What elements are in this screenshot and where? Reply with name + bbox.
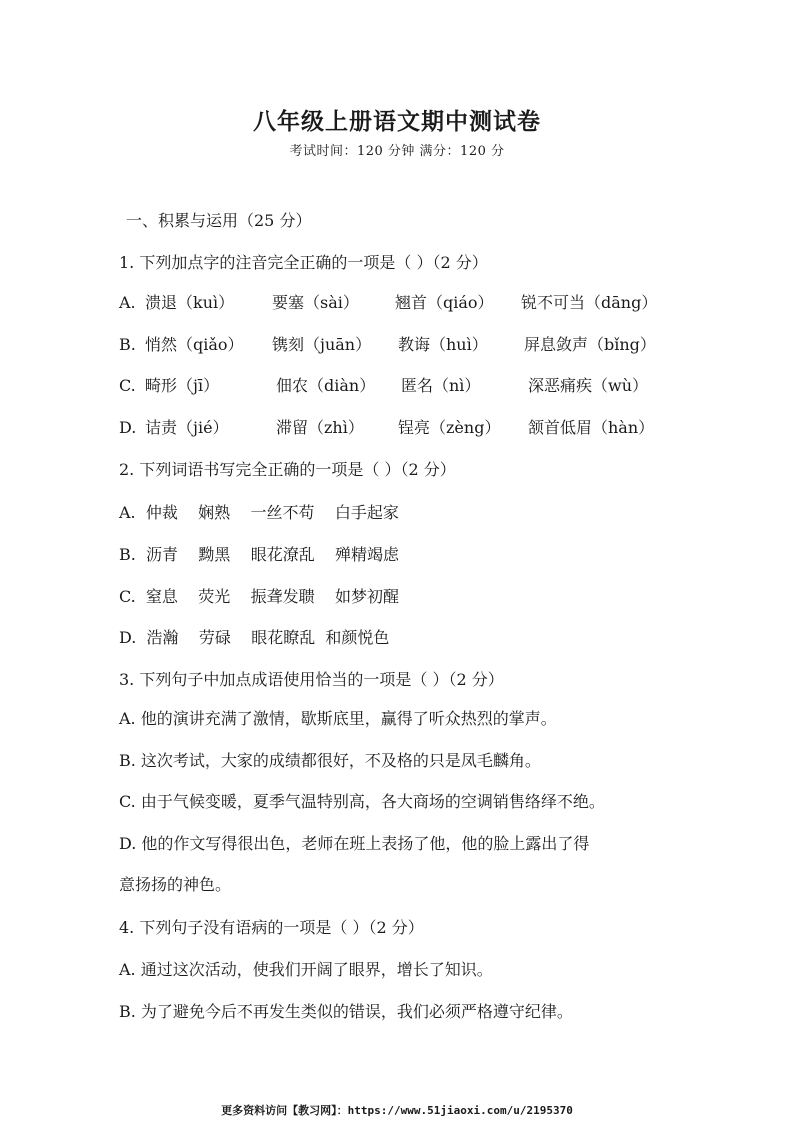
option-item: 教诲（huì） <box>398 335 488 354</box>
option-item: 溃退（kuì） <box>145 293 235 312</box>
option-letter: B. <box>119 335 136 354</box>
question-4-option-b: B. 为了避免今后不再发生类似的错误，我们必须严格遵守纪律。 <box>119 1002 573 1021</box>
question-3-option-c: C. 由于气候变暖，夏季气温特别高，各大商场的空调销售络绎不绝。 <box>119 792 605 811</box>
question-2-option-c: C. 窒息 荧光 振聋发聩 如梦初醒 <box>119 587 399 606</box>
option-letter: C. <box>119 376 136 395</box>
question-3-option-d: D. 他的作文写得很出色，老师在班上表扬了他，他的脸上露出了得 <box>119 834 590 853</box>
question-1-stem: 1. 下列加点字的注音完全正确的一项是（ ）（2 分） <box>119 253 488 272</box>
question-4-option-a: A. 通过这次活动，使我们开阔了眼界，增长了知识。 <box>119 960 493 979</box>
question-4-stem: 4. 下列句子没有语病的一项是（ ）（2 分） <box>119 918 424 937</box>
section-heading: 一、积累与运用（25 分） <box>126 211 312 230</box>
option-item: 锐不可当（dāng） <box>521 293 658 312</box>
option-item: 要塞（sài） <box>272 293 359 312</box>
option-letter: A. <box>119 293 136 312</box>
question-2-option-a: A. 仲裁 娴熟 一丝不苟 白手起家 <box>119 503 399 522</box>
option-item: 镌刻（juān） <box>272 335 372 354</box>
option-item: 颔首低眉（hàn） <box>528 418 655 437</box>
option-item: 诘责（jié） <box>145 418 229 437</box>
question-3-option-a: A. 他的演讲充满了激情，歇斯底里，赢得了听众热烈的掌声。 <box>119 709 557 728</box>
question-2-stem: 2. 下列词语书写完全正确的一项是（ ）（2 分） <box>119 460 456 479</box>
option-item: 翘首（qiáo） <box>395 293 494 312</box>
page-title: 八年级上册语文期中测试卷 <box>253 108 541 135</box>
question-2-option-b: B. 沥青 黝黑 眼花潦乱 殚精竭虑 <box>119 545 400 564</box>
question-2-option-d: D. 浩瀚 劳碌 眼花瞭乱 和颜悦色 <box>119 628 390 647</box>
option-item: 匿名（nì） <box>401 376 481 395</box>
question-3-option-d-continued: 意扬扬的神色。 <box>119 875 232 894</box>
option-item: 滞留（zhì） <box>276 418 364 437</box>
option-letter: D. <box>119 418 137 437</box>
exam-info: 考试时间：120 分钟 满分：120 分 <box>289 144 505 159</box>
option-item: 锃亮（zèng） <box>398 418 501 437</box>
option-item: 深恶痛疾（wù） <box>528 376 649 395</box>
option-item: 悄然（qiǎo） <box>145 335 244 354</box>
question-3-stem: 3. 下列句子中加点成语使用恰当的一项是（ ）（2 分） <box>119 670 504 689</box>
option-item: 畸形（jī） <box>145 376 220 395</box>
footer-source-link[interactable]: 更多资料访问【教习网】：https://www.51jiaoxi.com/u/2195370 <box>221 1104 573 1117</box>
question-3-option-b: B. 这次考试，大家的成绩都很好，不及格的只是凤毛麟角。 <box>119 751 541 770</box>
option-item: 屏息敛声（bǐng） <box>524 335 656 354</box>
option-item: 佃农（diàn） <box>276 376 376 395</box>
